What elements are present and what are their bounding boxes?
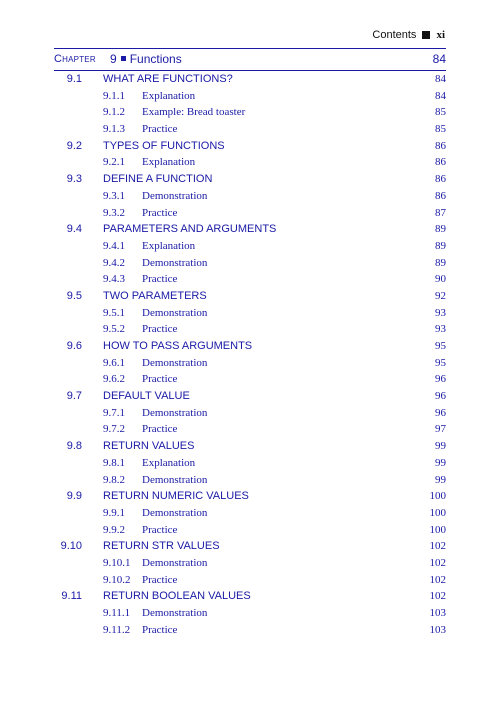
entry-page: 103 [429,623,446,636]
entry-page: 103 [429,607,446,619]
entry-number: 9.9 [66,490,82,503]
entry-page: 89 [435,223,446,236]
toc-subsection-entry[interactable] [54,505,446,522]
entry-page: 90 [435,273,446,286]
toc-section-entry[interactable] [54,288,446,305]
toc-section-entry[interactable] [54,538,446,555]
toc-subsection-entry[interactable] [54,154,446,171]
entry-page: 95 [435,356,446,369]
entry-page: 102 [429,573,446,586]
toc-subsection-entry[interactable] [54,572,446,589]
entry-number: 9.5.1 [103,306,125,319]
entry-page: 87 [435,206,446,219]
toc-subsection-entry[interactable] [54,405,446,422]
entry-title: Practice [142,423,178,436]
entry-page: 89 [435,239,446,252]
entry-title: RETURN STR VALUES [103,540,220,553]
entry-number: 9.7 [66,390,82,403]
entry-number: 9.2.1 [103,156,125,169]
entry-number: 9.3 [66,173,82,186]
entry-number: 9.5 [66,289,82,302]
entry-title: Demonstration [142,189,208,202]
entry-title: Practice [142,523,178,536]
chapter-page: 84 [432,52,446,66]
entry-title: Practice [142,573,178,586]
entry-title: Practice [142,273,178,286]
entry-number: 9.11 [61,590,82,603]
toc-subsection-entry[interactable] [54,455,446,472]
entry-page: 99 [435,440,446,453]
entry-title: Practice [142,123,178,136]
toc-subsection-entry[interactable] [54,271,446,288]
entry-number: 9.8 [66,440,82,453]
entry-page: 100 [429,523,446,536]
toc-subsection-entry[interactable] [54,472,446,489]
entry-title: PARAMETERS AND ARGUMENTS [103,223,277,236]
entry-page: 96 [435,406,446,419]
entry-title: WHAT ARE FUNCTIONS? [103,73,233,85]
entry-page: 96 [435,390,446,403]
entry-number: 9.4.3 [103,273,125,286]
entry-number: 9.10.2 [103,573,131,586]
entry-title: Demonstration [142,306,208,319]
toc-subsection-entry[interactable] [54,121,446,138]
entry-page: 100 [429,506,446,519]
toc-subsection-entry[interactable] [54,555,446,572]
running-header [372,28,445,42]
toc-section-entry[interactable] [54,221,446,238]
entry-page: 99 [435,456,446,469]
entry-title: HOW TO PASS ARGUMENTS [103,340,253,352]
toc-subsection-entry[interactable] [54,188,446,205]
entry-page: 86 [435,139,446,152]
entry-title: Demonstration [142,506,208,519]
entry-page: 102 [429,590,446,603]
entry-page: 86 [435,156,446,169]
entry-number: 9.3.2 [103,206,125,219]
entry-number: 9.1.2 [103,106,125,119]
entry-title: RETURN VALUES [103,440,195,453]
entry-number: 9.1 [66,73,82,85]
entry-page: 96 [435,373,446,386]
entry-title: RETURN BOOLEAN VALUES [103,590,251,603]
toc-section-entry[interactable] [54,338,446,355]
entry-number: 9.4 [66,223,82,236]
entry-title: TYPES OF FUNCTIONS [103,139,225,152]
entry-title: Demonstration [142,256,208,269]
toc-subsection-entry[interactable] [54,421,446,438]
entry-number: 9.1.1 [103,89,125,102]
entry-page: 85 [435,123,446,136]
entry-page: 100 [429,490,446,503]
entry-title: Demonstration [142,556,208,569]
entry-number: 9.8.1 [103,456,125,469]
square-bullet-icon [422,31,430,39]
entry-page: 85 [435,106,446,119]
entry-page: 93 [435,323,446,336]
entry-page: 84 [435,73,446,85]
entry-number: 9.10 [60,540,82,553]
toc-subsection-entry[interactable] [54,88,446,105]
toc-subsection-entry[interactable] [54,305,446,322]
header-page-number: xi [436,29,445,41]
entry-title: Demonstration [142,356,208,369]
table-of-contents [54,48,446,638]
entry-title: RETURN NUMERIC VALUES [103,490,249,503]
entry-number: 9.4.2 [103,256,125,269]
chapter-title: Functions [129,52,182,66]
entry-number: 9.1.3 [103,123,125,136]
header-label: Contents [372,29,417,41]
entry-title: Practice [142,623,178,636]
entry-title: Explanation [142,156,196,169]
toc-section-entry[interactable] [54,171,446,188]
entry-number: 9.9.2 [103,523,125,536]
chapter-entry[interactable] [54,48,446,71]
toc-subsection-entry[interactable] [54,238,446,255]
entry-number: 9.7.2 [103,423,125,436]
entry-title: Demonstration [142,607,208,619]
entry-number: 9.6.1 [103,356,125,369]
entry-title: DEFINE A FUNCTION [103,173,213,186]
chapter-label: Chapter [54,53,96,65]
toc-subsection-entry[interactable] [54,104,446,121]
toc-subsection-entry[interactable] [54,605,446,622]
toc-subsection-entry[interactable] [54,622,446,639]
entry-title: Practice [142,373,178,386]
entry-number: 9.6.2 [103,373,125,386]
entry-title: Explanation [142,89,196,102]
entry-page: 97 [435,423,446,436]
entry-number: 9.11.1 [103,607,131,619]
entry-number: 9.9.1 [103,506,125,519]
entry-number: 9.7.1 [103,406,125,419]
entry-title: Explanation [142,456,196,469]
entry-page: 89 [435,256,446,269]
entry-title: Demonstration [142,473,208,486]
entry-number: 9.3.1 [103,189,125,202]
toc-subsection-entry[interactable] [54,522,446,539]
chapter-heading [110,49,182,70]
toc-subsection-entry[interactable] [54,255,446,272]
entry-number: 9.6 [66,340,82,352]
entry-page: 99 [435,473,446,486]
toc-section-entry[interactable] [54,438,446,455]
entry-page: 93 [435,306,446,319]
toc-subsection-entry[interactable] [54,205,446,222]
entry-number: 9.8.2 [103,473,125,486]
toc-section-entry[interactable] [54,488,446,505]
entry-title: Example: Bread toaster [142,106,246,119]
toc-subsection-entry[interactable] [54,321,446,338]
toc-entries [54,71,446,638]
entry-title: Explanation [142,239,196,252]
entry-page: 84 [435,89,446,102]
entry-title: Demonstration [142,406,208,419]
entry-number: 9.10.1 [103,556,131,569]
entry-number: 9.4.1 [103,239,125,252]
entry-number: 9.11.2 [103,623,131,636]
entry-page: 95 [435,340,446,352]
entry-number: 9.2 [66,139,82,152]
entry-title: TWO PARAMETERS [103,289,207,302]
toc-subsection-entry[interactable] [54,355,446,372]
entry-title: DEFAULT VALUE [103,390,190,403]
entry-page: 86 [435,189,446,202]
toc-section-entry[interactable] [54,71,446,88]
entry-page: 92 [435,289,446,302]
entry-page: 86 [435,173,446,186]
entry-number: 9.5.2 [103,323,125,336]
entry-page: 102 [429,540,446,553]
toc-section-entry[interactable] [54,588,446,605]
square-bullet-icon [121,56,126,61]
toc-subsection-entry[interactable] [54,371,446,388]
toc-section-entry[interactable] [54,138,446,155]
chapter-number: 9 [110,52,117,66]
entry-title: Practice [142,323,178,336]
entry-page: 102 [429,556,446,569]
entry-title: Practice [142,206,178,219]
toc-section-entry[interactable] [54,388,446,405]
